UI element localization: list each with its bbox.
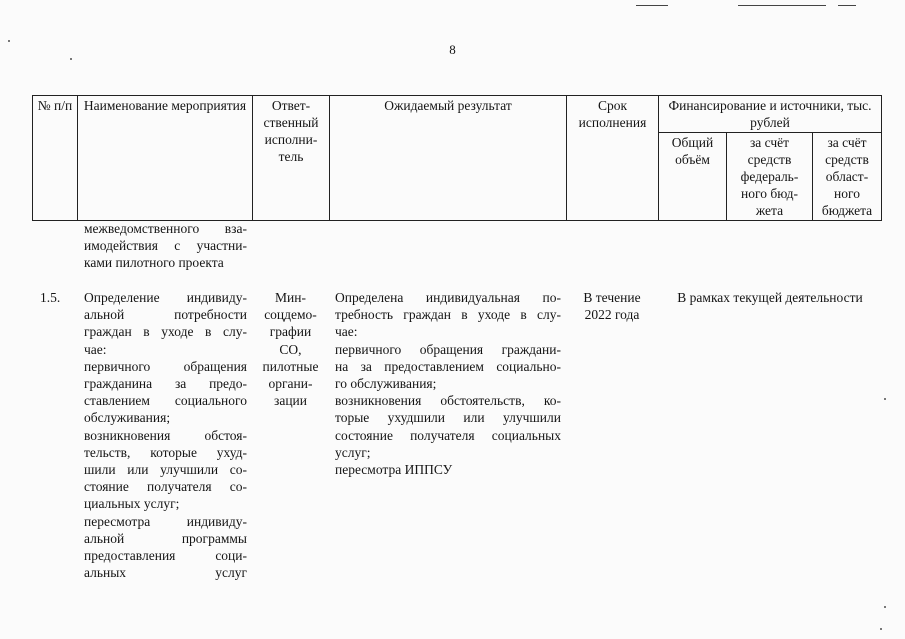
header-cell-financing: Финансирование и источники, тыс. рублей: [659, 96, 882, 133]
text-line: первичного обращения граждани-: [335, 341, 561, 357]
text-line: В течение: [583, 290, 641, 305]
table-header: [32, 95, 882, 221]
row-1-5-number: 1.5.: [40, 290, 61, 305]
text-line: циальных услуг;: [84, 496, 180, 512]
scan-artifact-line: [738, 5, 826, 6]
text-line: ставлением социального: [84, 393, 247, 409]
scan-speck: [884, 398, 886, 400]
page-number: 8: [449, 42, 456, 57]
text-line: требность граждан в уходе в слу-: [335, 307, 561, 323]
text-line: шили или улучшили со-: [84, 462, 247, 478]
text-line: чае:: [84, 341, 107, 357]
text-line: торые ухудшили или улучшили: [335, 410, 561, 426]
text-line: органи-: [268, 376, 313, 392]
text-line: тельств, которые ухуд-: [84, 444, 247, 460]
text-line: соцдемо-: [264, 307, 317, 323]
text-line: альных услуг: [84, 565, 247, 581]
text-line: граждан в уходе в слу-: [84, 324, 247, 340]
text-line: возникновения обстоя-: [84, 427, 247, 443]
row-1-5-name: [84, 289, 247, 581]
text-line: графии: [269, 324, 312, 340]
header-cell-term: Срок исполнения: [567, 96, 659, 221]
text-line: на за предоставлением социально-: [335, 358, 561, 374]
continuation-name-text: [84, 220, 247, 272]
text-line: услуг;: [335, 444, 371, 460]
text-line: межведомственного вза-: [84, 221, 247, 236]
text-line: Определение индивиду-: [84, 290, 247, 305]
text-line: пересмотра ИППСУ: [335, 462, 453, 478]
text-line: состояние получателя социальных: [335, 427, 561, 443]
row-1-5-financing: В рамках текущей деятельности: [677, 290, 863, 305]
text-line: предоставления соци-: [84, 548, 247, 564]
text-line: первичного обращения: [84, 358, 247, 374]
header-cell-total: Общий объём: [659, 133, 727, 221]
text-line: зации: [274, 393, 307, 409]
text-line: СО,: [279, 341, 302, 357]
header-cell-federal: за счёт средств федераль-ного бюд-жета: [727, 133, 813, 221]
text-line: 2022 года: [584, 307, 640, 323]
scan-artifact-line: [838, 5, 856, 6]
header-cell-name: Наименование мероприятия: [78, 96, 253, 221]
text-line: стояние получателя со-: [84, 479, 247, 495]
row-1-5-term: [568, 289, 656, 323]
text-line: чае:: [335, 324, 358, 340]
scan-artifact-line: [636, 5, 668, 6]
text-line: Мин-: [275, 290, 306, 305]
text-line: Определена индивидуальная по-: [335, 290, 561, 305]
text-line: альной программы: [84, 530, 247, 546]
row-1-5-responsible: [254, 289, 327, 409]
text-line: пилотные: [262, 358, 319, 374]
text-line: го обслуживания;: [335, 376, 437, 392]
header-cell-number: № п/п: [33, 96, 78, 221]
scan-speck: [70, 58, 72, 60]
text-line: имодействия с участни-: [84, 238, 247, 254]
header-cell-responsible: Ответ-ственный исполни-тель: [253, 96, 330, 221]
text-line: гражданина за предо-: [84, 376, 247, 392]
header-cell-regional: за счёт средств област-ного бюджета: [813, 133, 882, 221]
text-line: пересмотра индивиду-: [84, 513, 247, 529]
text-line: обслуживания;: [84, 410, 171, 426]
row-1-5-result: [335, 289, 561, 478]
text-line: возникновения обстоятельств, ко-: [335, 393, 561, 409]
scan-speck: [880, 628, 882, 630]
header-cell-result: Ожидаемый результат: [330, 96, 567, 221]
text-line: ками пилотного проекта: [84, 255, 224, 271]
scan-speck: [884, 606, 886, 608]
text-line: альной потребности: [84, 307, 247, 323]
